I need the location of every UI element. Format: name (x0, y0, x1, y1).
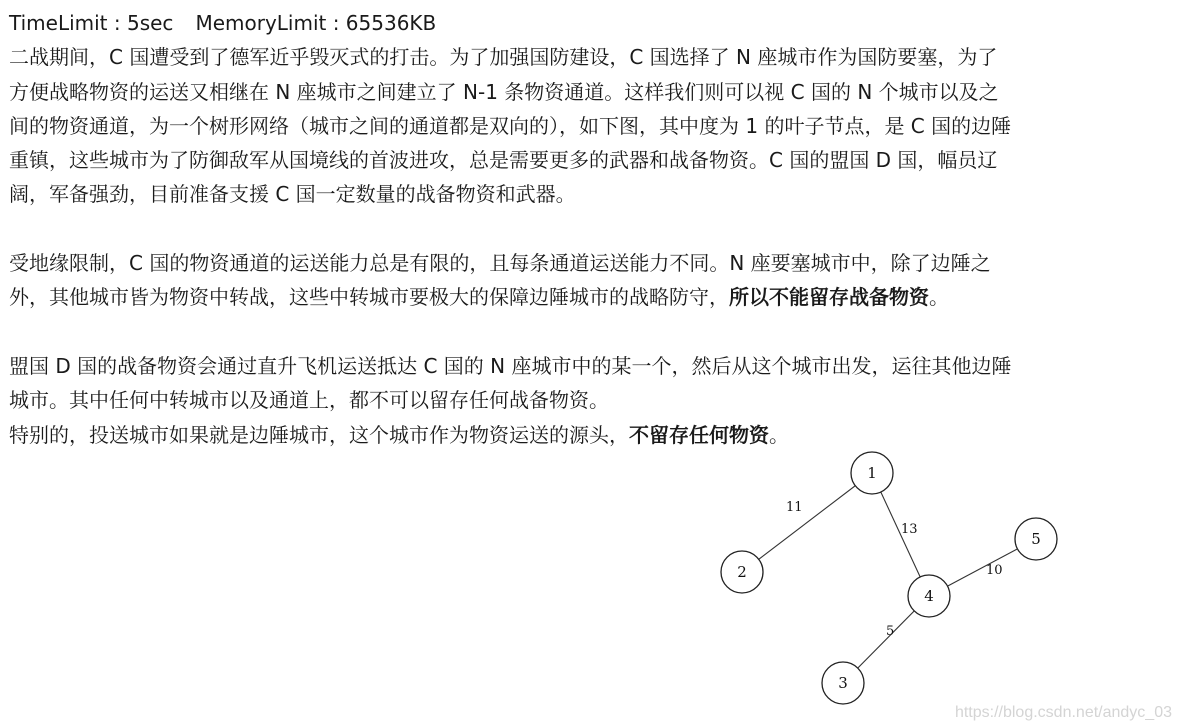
tree-nodes (721, 452, 1057, 704)
paragraph-text: 外，其他城市皆为物资中转战，这些中转城市要极大的保障边陲城市的战略防守， (9, 285, 729, 310)
tree-node-5 (1015, 518, 1057, 560)
paragraph-text: 。 (929, 285, 949, 310)
time-limit: TimeLimit : 5sec (9, 11, 174, 35)
paragraph-text: 。 (769, 422, 789, 447)
memory-limit: MemoryLimit : 65536KB (195, 11, 437, 35)
paragraph-text: 特别的，投送城市如果就是边陲城市，这个城市作为物资运送的源头， (9, 422, 629, 447)
bold-emphasis: 所以不能留存战备物资 (729, 285, 929, 310)
paragraph-line: 受地缘限制，C 国的物资通道的运送能力总是有限的，且每条通道运送能力不同。N 座要塞城市中，除了边陲之 (9, 251, 991, 276)
tree-node-4 (908, 575, 950, 617)
paragraph-line: 城市。其中任何中转城市以及通道上，都不可以留存任何战备物资。 (9, 388, 609, 413)
node-label: 1 (867, 464, 877, 482)
node-label: 5 (1031, 530, 1041, 548)
paragraph-line: 二战期间，C 国遭受到了德军近乎毁灭式的打击。为了加强国防建设，C 国选择了 N 座城市作为国防要塞，为了 (9, 45, 998, 70)
paragraph-line: 重镇，这些城市为了防御敌军从国境线的首波进攻，总是需要更多的武器和战备物资。C 国的盟国 D 国，幅员辽 (9, 148, 998, 173)
edge-weight-label: 5 (886, 624, 895, 639)
tree-node-3 (822, 662, 864, 704)
paragraph-line: 阔，军备强劲，目前准备支援 C 国一定数量的战备物资和武器。 (9, 182, 576, 207)
tree-node-2 (721, 551, 763, 593)
paragraph-line: 盟国 D 国的战备物资会通过直升飞机运送抵达 C 国的 N 座城市中的某一个，然后从这个城市出发，运往其他边陲 (9, 353, 1012, 378)
node-label: 2 (737, 563, 747, 581)
paragraph-line: 间的物资通道，为一个树形网络（城市之间的通道都是双向的），如下图，其中度为 1 的叶子节点，是 C 国的边陲 (9, 113, 1012, 138)
edge-weight-label: 10 (986, 563, 1003, 578)
watermark: https://blog.csdn.net/andyc_03 (954, 704, 1172, 721)
edge-weight-label: 13 (901, 522, 918, 537)
tree-node-1 (851, 452, 893, 494)
node-label: 3 (838, 674, 848, 692)
node-label: 4 (924, 587, 934, 605)
bold-emphasis: 不留存任何物资 (629, 422, 769, 447)
edge-weight-label: 11 (786, 500, 803, 515)
edge-1-2 (742, 473, 872, 572)
paragraph-line: 方便战略物资的运送又相继在 N 座城市之间建立了 N-1 条物资通道。这样我们则可以视 C 国的 N 个城市以及之 (9, 79, 999, 104)
